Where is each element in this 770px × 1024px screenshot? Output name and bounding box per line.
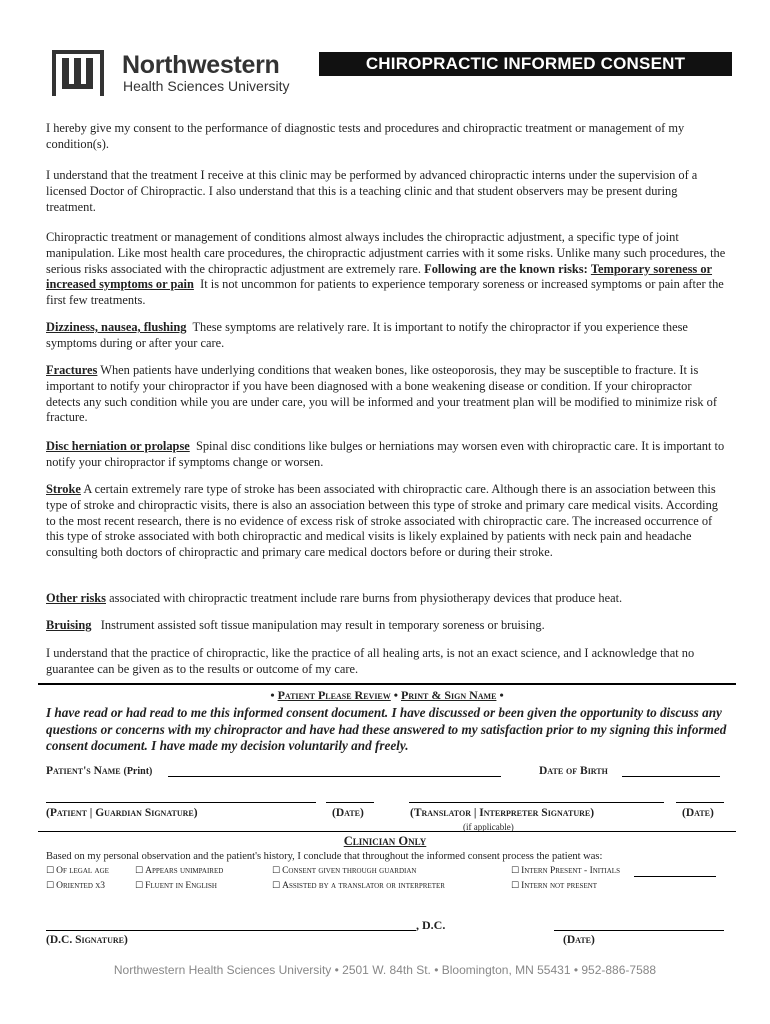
- checkbox-oriented-label: Oriented x3: [56, 881, 106, 891]
- paragraph-consent: [46, 121, 726, 153]
- divider-top: [38, 683, 736, 685]
- checkbox-legal-age[interactable]: [46, 866, 109, 876]
- dob-label: Date of Birth: [539, 765, 608, 777]
- risk-dizziness-heading: Dizziness, nausea, flushing: [46, 320, 187, 334]
- dc-signature-field[interactable]: [46, 930, 416, 931]
- university-logo: [52, 50, 292, 98]
- risk-fractures-heading: Fractures: [46, 363, 98, 377]
- patient-date-field[interactable]: [326, 802, 374, 803]
- checkbox-icon[interactable]: ☐: [135, 866, 144, 876]
- checkbox-intern-not-present-label: Intern not present: [521, 881, 598, 891]
- dc-signature-label: (D.C. Signature): [46, 934, 128, 946]
- review-item-patient: Patient Please Review: [277, 688, 391, 702]
- dob-field[interactable]: [622, 776, 720, 777]
- checkbox-icon[interactable]: ☐: [46, 881, 55, 891]
- divider-clinician: [38, 831, 736, 832]
- risk-disc-text: Spinal disc conditions like bulges or herniations may worsen even with chiropractic care. It is important to notify your chiropractor if symptoms change or worsen.: [46, 439, 725, 469]
- clinician-heading: Clinician Only: [343, 834, 427, 848]
- checkbox-icon[interactable]: ☐: [511, 881, 520, 891]
- print-label: (Print): [123, 766, 153, 777]
- risk-soreness-text: It is not uncommon for patients to experience temporary soreness or increased symptoms or pain after the first few treatments.: [46, 277, 724, 308]
- checkbox-translator[interactable]: [272, 881, 445, 891]
- intern-initials-field[interactable]: [634, 876, 716, 877]
- paragraph-bruising: [46, 618, 726, 634]
- patient-date-label: (Date): [332, 807, 364, 819]
- checkbox-icon[interactable]: ☐: [272, 866, 281, 876]
- checkbox-oriented[interactable]: [46, 881, 105, 891]
- risk-soreness-heading: Temporary soreness or increased symptoms or pain: [46, 261, 713, 292]
- risk-disc-heading: Disc herniation or prolapse: [46, 439, 190, 453]
- logo-subtitle: Health Sciences University: [123, 78, 290, 94]
- checkbox-intern-present[interactable]: [511, 866, 620, 876]
- risk-dizziness-text: These symptoms are relatively rare. It is important to notify the chiropractor if you experience these symptoms during or after your care.: [46, 320, 688, 350]
- risk-stroke-text: A certain extremely rare type of stroke has been associated with chiropractic care. Although there is an association between this type of stroke and chiropractic visits, there is also an association between this type of stroke and primary care medical visits. According to the most recent research, there is no evidence of excess risk of stroke associated with chiropractic care. The increased occurrence of this type of stroke associated with both chiropractic and medical visits is likely explained by patients with neck pain and headache consulting both doctors of chiropractic and primary care medical doctors before or during their stroke.: [46, 482, 718, 560]
- translator-date-label: (Date): [682, 807, 714, 819]
- checkbox-legal-age-label: Of legal age: [56, 866, 109, 876]
- risk-other-heading: Other risks: [46, 591, 107, 605]
- paragraph-fractures-text: [46, 363, 726, 426]
- paragraph-disc: [46, 439, 726, 471]
- paragraph-other-text: [46, 591, 726, 607]
- patient-signature-field[interactable]: [46, 802, 316, 803]
- paragraph-stroke: [46, 482, 726, 561]
- checkbox-guardian[interactable]: [272, 866, 416, 876]
- translator-signature-field[interactable]: [409, 802, 664, 803]
- checkbox-intern-present-label: Intern Present - Initials: [521, 866, 620, 876]
- checkbox-fluent-label: Fluent in English: [145, 881, 217, 891]
- risks-intro: Chiropractic treatment or management of conditions almost always includes the chiropractic adjustment, a specific type of joint manipulation. Like most health care procedures, the chiropractic adjustment carries with it some risks. Unlike many such procedures, the serious risks associated with the chiropractic adjustment are extremely rare.: [46, 230, 726, 276]
- checkbox-translator-label: Assisted by a translator or interpreter: [282, 881, 445, 891]
- bullet: •: [270, 688, 275, 702]
- bullet: •: [499, 688, 504, 702]
- paragraph-bruising-text: [46, 618, 726, 634]
- paragraph-acknowledge-text: I understand that the practice of chiropractic, like the practice of all healing arts, is not an exact science, and I acknowledge that no guarantee can be given as to the results or outcome of my care.: [46, 646, 695, 676]
- checkbox-guardian-label: Consent given through guardian: [282, 866, 417, 876]
- logo-name: Northwestern: [122, 51, 280, 79]
- checkbox-unimpaired[interactable]: [135, 866, 223, 876]
- dc-date-label: (Date): [563, 934, 595, 946]
- review-banner: [38, 688, 736, 702]
- checkbox-fluent[interactable]: [135, 881, 217, 891]
- paragraph-risks: [46, 230, 726, 309]
- patient-name-label: [46, 765, 152, 777]
- bullet: •: [393, 688, 398, 702]
- translator-date-field[interactable]: [676, 802, 724, 803]
- checkbox-icon[interactable]: ☐: [511, 866, 520, 876]
- if-applicable-note: (if applicable): [463, 822, 514, 832]
- dc-suffix: , D.C.: [416, 918, 446, 932]
- paragraph-disc-text: [46, 439, 726, 471]
- patient-name-field[interactable]: [168, 776, 501, 777]
- paragraph-fractures: [46, 363, 726, 426]
- document-title: CHIROPRACTIC INFORMED CONSENT: [319, 52, 732, 76]
- paragraph-acknowledge: [46, 646, 726, 678]
- paragraph-other: [46, 591, 726, 607]
- paragraph-dizziness: [46, 320, 726, 352]
- checkbox-icon[interactable]: ☐: [135, 881, 144, 891]
- clinician-intro: Based on my personal observation and the patient's history, I conclude that throughout the informed consent process the patient was:: [46, 851, 603, 862]
- paragraph-consent-text: I hereby give my consent to the performance of diagnostic tests and procedures and chiropractic treatment or management of my condition(s).: [46, 121, 685, 151]
- checkbox-icon[interactable]: ☐: [46, 866, 55, 876]
- footer-address: Northwestern Health Sciences University • 2501 W. 84th St. • Bloomington, MN 55431 • 952-886-7588: [113, 963, 657, 977]
- checkbox-unimpaired-label: Appears unimpaired: [145, 866, 224, 876]
- patient-name-label-text: Patient's Name: [46, 765, 121, 777]
- translator-signature-label: (Translator | Interpreter Signature): [410, 807, 595, 819]
- paragraph-dizziness-text: [46, 320, 726, 352]
- consent-statement: I have read or had read to me this informed consent document. I have discussed or been given the opportunity to discuss any questions or concerns with my chiropractor and have had these answered to my satisfaction prior to my signing this informed consent document. I have made my decision voluntarily and freely.: [46, 705, 727, 753]
- review-item-sign: Print & Sign Name: [400, 688, 497, 702]
- paragraph-risks-text: [46, 230, 726, 309]
- paragraph-interns: [46, 168, 726, 215]
- risk-fractures-text: When patients have underlying conditions that weaken bones, like osteoporosis, they may be susceptible to fracture. It is important to notify your chiropractor if you have been diagnosed with a bone weakening disease or condition. If your chiropractor detects any such condition while you are under care, you will be informed and your treatment plan will be modified to minimize risk of fracture.: [46, 363, 717, 425]
- dc-date-field[interactable]: [554, 930, 724, 931]
- risk-bruising-heading: Bruising: [46, 618, 92, 632]
- risk-stroke-heading: Stroke: [46, 482, 81, 496]
- risks-known-heading: Following are the known risks:: [424, 261, 588, 276]
- paragraph-interns-text: I understand that the treatment I receive at this clinic may be performed by advanced chiropractic interns under the supervision of a licensed Doctor of Chiropractic. I also understand that this is a teaching clinic and that student observers may be present during treatment.: [46, 168, 698, 214]
- risk-other-text: associated with chiropractic treatment include rare burns from physiotherapy devices that produce heat.: [109, 591, 623, 605]
- patient-signature-label: (Patient | Guardian Signature): [46, 807, 198, 819]
- risk-bruising-text: Instrument assisted soft tissue manipulation may result in temporary soreness or bruising.: [100, 618, 545, 632]
- paragraph-stroke-text: [46, 482, 726, 561]
- checkbox-intern-not-present[interactable]: [511, 881, 597, 891]
- checkbox-icon[interactable]: ☐: [272, 881, 281, 891]
- university-logo-mark-icon: [52, 50, 104, 96]
